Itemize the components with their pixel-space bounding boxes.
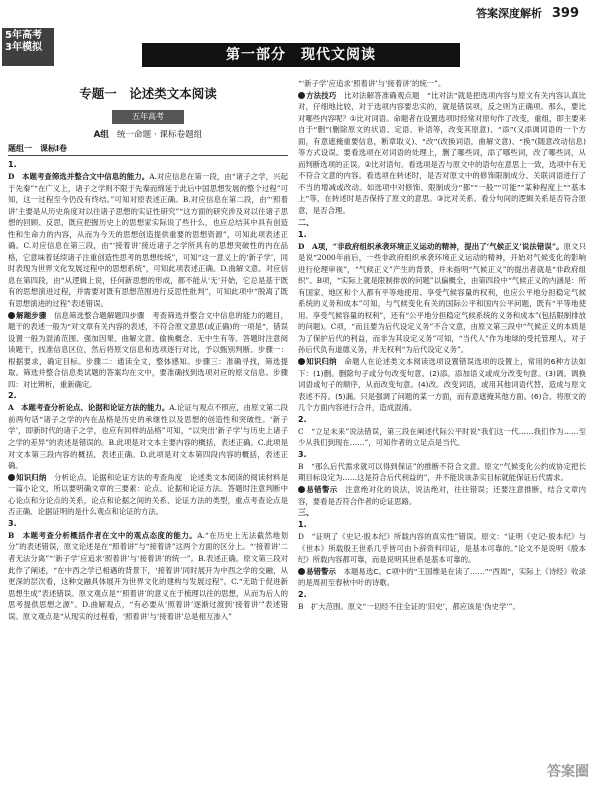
series-logo bbox=[2, 28, 54, 66]
tip-label: 方法技巧 bbox=[306, 90, 337, 100]
question-number: 2. bbox=[298, 414, 307, 424]
tip-list: (1)删。删除句子或分句改变句意。(2)添。添加语义或成分改变句意。(3)调。调换词语或句子的顺序，从而改变句意。(4)改。改变词语，或用其他词语代替，造成与原文表述不符。(5)漏。只是强调了问题的某一方面，而有意遮掩其他方面。(6)合。将原文的几个方面内容进行合并，造成混淆。 bbox=[298, 368, 586, 413]
tip-label: 易错警示 bbox=[306, 566, 336, 576]
tip-box bbox=[298, 356, 586, 414]
answer-body: 原文只是说“2000年前后，一些非政府组织承袭环境正义运动的精神，开始对气候变化的影响进行伦理审视”，“气候正义”产生的背景，并未指明“气候正义”的提出者就是“非政府组织”。B项，“实际上就是限制排放的问题”以偏概全，由第四段中“气候正义的内涵是：所有国家、地区和个人都有平等地使用、享受气候容量的权利，也应公平地分担稳定气候系统的义务和成本”可知，与气候变化有关的国际公平和国内公平问题，既有“平等地使用、享受气候容量的权利”，还有“公平地分担稳定气候系统的义务和成本”(包括限制排放的问题)。C项，“而且要为后代设定义务”不合文意，由原文第三段中“气候正义的本质是为了保护后代的利益，而非为其设定义务”可知，“当代人”作为地球的受托管理人，对子孙后代负有道德义务，并无权利“为后代设定义务”。 bbox=[298, 241, 586, 355]
tip-icon bbox=[298, 92, 305, 99]
left-column bbox=[8, 76, 288, 796]
watermark: 答案圈 bbox=[547, 764, 589, 780]
logo-line-1: 5年高考 bbox=[5, 30, 42, 41]
answer-paragraph: B 扩大范围。原文“一切经不住全证的‘旧史’，都应该是‘伪史学’”。 bbox=[298, 601, 520, 611]
tip-box bbox=[298, 484, 586, 507]
group-name: 统一命题 · 课标卷题组 bbox=[116, 130, 203, 140]
answer-head: B 本题考查分析概括作者在文中的观点态度的能力。 bbox=[8, 530, 198, 540]
question-number: 2. bbox=[8, 391, 17, 401]
logo-line-2: 3年模拟 bbox=[5, 42, 42, 53]
group-title bbox=[8, 128, 288, 142]
question-number: 1. bbox=[298, 520, 307, 530]
answer-paragraph: B “那么后代需求就可以得到保证”的推断不符合文意。原文“气候变化公约成协定把长期目标设定为……这是符合后代利益的”，并不能说该条实目标就能保证后代需求。 bbox=[298, 461, 586, 483]
tip-box bbox=[298, 90, 586, 217]
answer-paragraph bbox=[8, 171, 288, 310]
answer-body: A.“在历史上无法截然地划分”的表述错误，原文论述是在“照着讲”与“接着讲”这两个方面的区分上。“‘接着讲’二者无法分离”“‘新子学’应追求‘照着讲’与‘接着讲’的统一”。B.表述正确。原文第三段对此作了阐述，“在中西之学已相遇的背景下，‘接着讲’同时展开为中西之学的交融，从更深的层次看，这种交融具体展开为世界文化的建构与发展过程”。C.“无助于促进新思想生成”表述错误。原文观点是“‘照着讲’的意义在于梳理以往的思想，从而为后人的思考提供思想之源”。D.曲解观点，“有必要从‘照着讲’逐渐过渡到‘接着讲’”表述错误。原文观点是“从现实的过程看，‘照着讲’与‘接着讲’总是相互渗入” bbox=[8, 530, 288, 621]
tip-title: 命题人在论述类文本阅读选项设置错误选项的设置上，常用的6种方法如下： bbox=[298, 357, 586, 378]
question-number: 1. bbox=[8, 160, 17, 169]
subgroup-heading: 题组一 课标Ⅰ卷 bbox=[8, 142, 288, 156]
tip-box bbox=[8, 310, 288, 391]
question-number: 3. bbox=[298, 449, 307, 459]
answer-head: D 本题考查筛选并整合文中信息的能力。 bbox=[8, 172, 150, 181]
warning-icon bbox=[298, 568, 305, 575]
part-title: 第一部分 现代文阅读 bbox=[142, 43, 460, 67]
tip-label: 易错警示 bbox=[306, 484, 338, 494]
tip-label: 解题步骤 bbox=[16, 310, 47, 320]
tip-icon bbox=[298, 358, 305, 365]
tip-box bbox=[8, 472, 288, 518]
question-number: 1. bbox=[298, 229, 307, 239]
section-band: 五年高考 bbox=[112, 110, 184, 124]
header-right bbox=[476, 5, 579, 21]
tip-body: “比对法”就是把选项内容与原文有关内容认真比对，仔细地比较，对于选项内容要忠实的，就是错误项，反之则为正确项。那么，要比对哪些内容呢？①比对词语。命题者在设置选项时经常对原句作了改变，重组，即主要来自于“删”(删除原文的状语、定语、补语等，改变其原意)、“添”(又添调词语的一个方面，有意遮掩重要信息，断章取义)、“改”(改换词语，曲解文意)、“换”(随意改动信息)等方式设误。要看选项在对词语的处理上，删了哪些词，添了哪些词，改了哪些词，从而判断选项的正误。②比对语句。看选项是否与原文中的语句在意思上一致，选项中有无不符合文意的内容。看选项在转述时，是否对原文中的修饰限制成分、关联词语进行了不当的增减或改动。如选项中对修饰、限制成分“都”“一般”“可能”“某种程度上”“基本上”等，在转述时是否保持了原文的意思。③比对关系。看分句间的逻辑关系是否符合原意，是否合理。 bbox=[298, 90, 586, 216]
tip-title: 分析论点、论据和论证方法的考查角度 bbox=[53, 472, 183, 482]
section-heading: 二、 bbox=[298, 217, 314, 227]
tip-label: 知识归纳 bbox=[16, 472, 47, 482]
page-number: 399 bbox=[551, 6, 579, 21]
page-header bbox=[0, 0, 593, 26]
answer-head: A 本题考查分析论点、论据和论证方法的能力。 bbox=[8, 403, 170, 413]
tip-body: 注意绝对化的说法，说法绝对，往往错误；还要注意推断，结合文章内容，要看是否符合作者的论证思路。 bbox=[298, 484, 586, 506]
continued-text: “‘新子学’应追求‘照着讲’与‘接着讲’的统一”。 bbox=[298, 79, 446, 88]
answer-paragraph bbox=[298, 241, 586, 356]
answer-paragraph: D “证明了《史记·殷本纪》所载内容的真实性”错误。原文：“证明《史记·殷本纪》与《世本》所载殷王世系几乎皆可由卜辞资料印证，是基本可靠的。”论文不是说明《殷本纪》所载内容都可靠，而是说明其世系是基本可靠的。 bbox=[298, 532, 586, 565]
tip-body: 本题易选C。C项中的“王国维是在读了……”“西周”，实际上《诗经》收录的是周初至春秋中叶的诗歌。 bbox=[298, 566, 586, 588]
tip-title: 比对法解答准确观点题 bbox=[343, 90, 420, 100]
topic-title: 专题一 论述类文本阅读 bbox=[79, 86, 217, 101]
answer-body: A.论证与观点不照应，由原文第二段前两句话“诸子之学的内在品格是历史的承继性以及思想的创造性和突破性。‘新子学’，即新时代的诸子之学，也应有同样的品格”可知，“以突出‘新子学’与历史上诸子之学的差异”的表述是错误的。B.此项是对文本主要内容的概括，表述正确。C.此项是对文本第三段内容的概括，表述正确。D.此项是对文本第四段内容的概括，表述正确。 bbox=[8, 403, 288, 471]
question-number: 2. bbox=[298, 589, 307, 599]
tip-body: 考查筛选并整合文中信息的能力的题目，题干的表述一般为“对文章有关内容的表述，不符合原文意思(或正确)的一项是”，错误设置一般为混淆范围、强加因果、曲解文意、偷换概念、无中生有等。答题时注意阅读题干，找准信息区位，然后将原文信息和选项逐行对比，予以甄别判断。步骤一：根据要求，确定目标。步骤二：通读全文，整体感知。步骤三：准确寻找，筛选提取。筛选并整合信息类试题的答案均在文中，要准确找到选项对应的原文信息。步骤四：对比辨析，重新确定。 bbox=[8, 310, 288, 389]
answer-paragraph bbox=[8, 530, 288, 622]
right-column bbox=[298, 78, 586, 798]
tip-icon bbox=[8, 312, 15, 319]
tip-box bbox=[298, 566, 586, 589]
answer-head: D A项，“非政府组织承袭环境正义运动的精神，提出了‘气候正义’说法错误”。 bbox=[298, 241, 564, 251]
tip-body: 论述类文本阅读的阅读材料是一篇小论文，所以要明确文章的三要素：论点、论据和论证方法。答题时注意判断中心论点和分论点的关系，论点和论据之间的关系、论证方法的类型，重点考查论点是否正确、论据证明的是什么观点和论证的方法。 bbox=[8, 472, 288, 517]
section-heading: 三、 bbox=[298, 508, 314, 518]
tip-title: 信息筛选整合题解题四步骤 bbox=[53, 310, 145, 320]
group-tag: A组 bbox=[93, 130, 109, 140]
answer-paragraph bbox=[8, 402, 288, 471]
tip-label: 知识归纳 bbox=[306, 357, 337, 367]
book-section: 答案深度解析 bbox=[476, 7, 543, 20]
tip-icon bbox=[8, 474, 15, 481]
question-number: 3. bbox=[8, 518, 17, 528]
answer-paragraph: C “立足未来”说法错误，第三段在阐述代际公平时说“我们这一代……我们作为……至少从我们到现在……”，可知作者的立足点是当代。 bbox=[298, 426, 586, 448]
warning-icon bbox=[298, 486, 305, 493]
answer-body: A.对应信息在第一段，由“诸子之学，兴起于先秦”“在广义上，诸子之学则不限于先秦而绵延于此后中国思想发展的整个过程”可知，这一过程至今仍没有终结。”可知对原表述正确。B.对应信息在第二段，由“‘照着讲’主要是从历史角度对以往诸子思想的实证性研究”“这方面的研究涉及对以往诸子思想的回顾、反思，既应把握历史上的思想家实际说了些什么，也应总结其中具有创造性和生命力的内容，从而为今天的思想创造提供重要的思想资源”，可知此项表述正确。C.对应信息在第三段，由“‘接着讲’接近诸子之学所具有的思想突破性的内在品格，它意味着延续诸子注重创造性思考的思想传统”，可知“这一意义上的‘新子学’，同时表现为世界文化发展过程中的思想系统”，可知此项表述正确。D.曲解文意。对应信息在第四段，由“从逻辑上说，任何新思想的形成，都不能从‘无’开始，它总是基于既有的思想演进过程，并需要对既有思想范围进行反思性批判”，可知此项中“脱离了既有思想演进的过程”表述错误。 bbox=[8, 172, 288, 309]
